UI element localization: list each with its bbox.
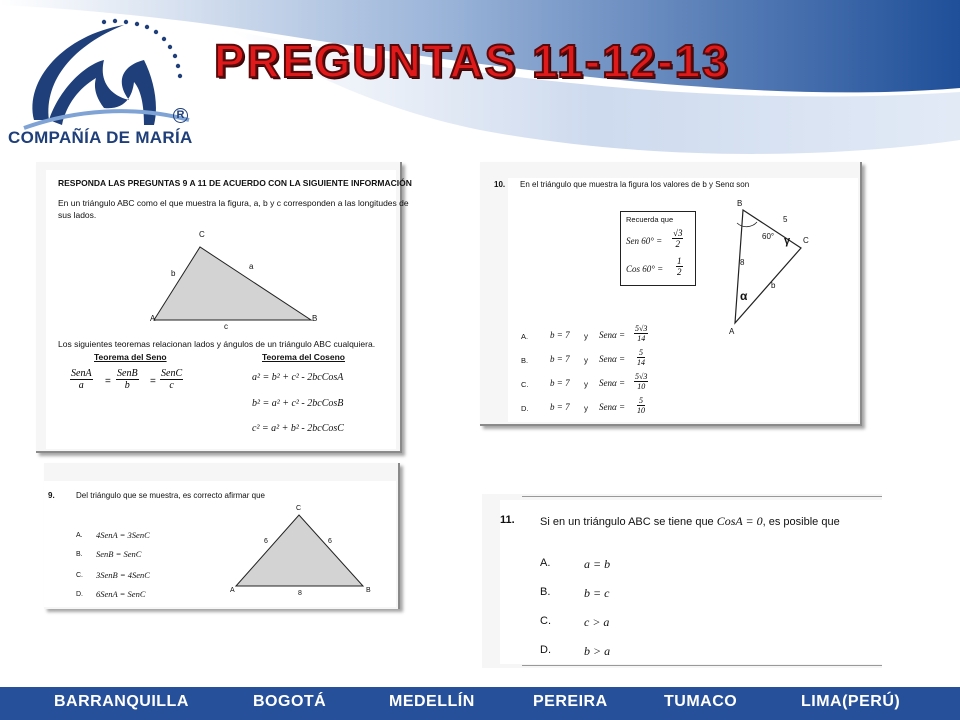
q9-option-a-text: 4SenA = 3SenC bbox=[96, 530, 150, 540]
q10-option-d-sen: Senα = bbox=[599, 402, 626, 412]
q9-option-c-letter[interactable]: C. bbox=[76, 572, 83, 579]
question-10-text: En el triángulo que muestra la figura los valores de b y Senα son bbox=[520, 180, 750, 189]
q10-option-d-letter[interactable]: D. bbox=[521, 404, 529, 413]
q10-option-c-fraction bbox=[634, 372, 648, 391]
q10-option-c-letter[interactable]: C. bbox=[521, 380, 529, 389]
footer-city-bogota: BOGOTÁ bbox=[253, 693, 327, 710]
fig9-vertex-b: B bbox=[366, 587, 371, 594]
triangle-abc-figure bbox=[136, 238, 336, 333]
fig9-side-base: 8 bbox=[298, 590, 302, 597]
sine-den-b: b bbox=[124, 380, 130, 391]
q11-top-rule bbox=[522, 496, 882, 497]
q10-option-b-den: 14 bbox=[637, 358, 645, 367]
fig10-gamma: γ bbox=[784, 235, 791, 247]
q10-option-a-fraction bbox=[634, 324, 648, 343]
question-9-number: 9. bbox=[48, 491, 55, 500]
side-a-label: a bbox=[249, 262, 254, 271]
question-11-panel bbox=[482, 494, 882, 668]
fig10-side-5: 5 bbox=[783, 215, 788, 224]
q10-option-b-letter[interactable]: B. bbox=[521, 356, 529, 365]
vertex-a-label: A bbox=[150, 314, 156, 323]
q10-option-a-letter[interactable]: A. bbox=[521, 332, 529, 341]
sine-eq-2: = bbox=[150, 376, 156, 387]
cosine-theorem-title: Teorema del Coseno bbox=[262, 352, 345, 362]
q9-option-c-text: 3SenB = 4SenC bbox=[96, 570, 150, 580]
sine-fraction-b bbox=[116, 368, 139, 391]
q9-option-d-letter[interactable]: D. bbox=[76, 591, 83, 598]
q10-option-c-num: 5√3 bbox=[635, 372, 648, 381]
q10-option-d-fraction bbox=[637, 396, 645, 415]
sine-num-b: SenB bbox=[117, 368, 138, 379]
q10-option-d-y: y bbox=[584, 404, 588, 413]
fig9-side-left: 6 bbox=[264, 538, 268, 545]
q10-option-b-y: y bbox=[584, 356, 588, 365]
q10-option-a-num: 5√3 bbox=[635, 324, 648, 333]
cos60-num: 1 bbox=[677, 256, 682, 266]
sine-num-a: SenA bbox=[71, 368, 92, 379]
fig10-vertex-c: C bbox=[803, 236, 809, 245]
q10-option-c-sen: Senα = bbox=[599, 378, 626, 388]
sen60-fraction bbox=[672, 228, 683, 249]
q10-option-b-sen: Senα = bbox=[599, 354, 626, 364]
info-heading: RESPONDA LAS PREGUNTAS 9 A 11 DE ACUERDO CON LA SIGUIENTE INFORMACIÓN bbox=[58, 178, 412, 188]
q11-question-pre: Si en un triángulo ABC se tiene que bbox=[540, 516, 714, 528]
cosine-law-c: c² = a² + b² - 2bcCosC bbox=[252, 423, 344, 434]
footer-city-pereira: PEREIRA bbox=[533, 693, 608, 710]
fig10-side-b: b bbox=[771, 281, 776, 290]
q11-option-d-letter[interactable]: D. bbox=[540, 644, 551, 656]
info-panel bbox=[36, 162, 412, 453]
sen60-label: Sen 60° = bbox=[626, 236, 663, 246]
cosine-law-a: a² = b² + c² - 2bcCosA bbox=[252, 372, 344, 383]
sine-den-c: c bbox=[169, 380, 174, 391]
sine-eq-1: = bbox=[105, 376, 111, 387]
question-9-panel bbox=[44, 463, 400, 609]
q11-option-d-text: b > a bbox=[584, 644, 611, 658]
footer-city-barranquilla: BARRANQUILLA bbox=[54, 693, 189, 710]
q11-option-a-text: a = b bbox=[584, 557, 611, 571]
fig10-vertex-b: B bbox=[737, 199, 743, 208]
q10-option-d-num: 5 bbox=[639, 396, 643, 405]
footer-city-tumaco: TUMACO bbox=[664, 693, 738, 710]
q10-option-a-b: b = 7 bbox=[550, 330, 570, 340]
registered-mark: R bbox=[173, 108, 188, 123]
q11-option-b-text: b = c bbox=[584, 586, 610, 600]
question-9-content bbox=[44, 481, 396, 607]
reminder-title: Recuerda que bbox=[626, 215, 674, 224]
q10-option-c-b: b = 7 bbox=[550, 378, 570, 388]
q9-option-a-letter[interactable]: A. bbox=[76, 532, 83, 539]
sen60-den: 2 bbox=[675, 239, 680, 249]
footer-city-medellin: MEDELLÍN bbox=[389, 693, 475, 710]
q10-option-d-den: 10 bbox=[637, 406, 645, 415]
theorems-intro: Los siguientes teoremas relacionan lados y ángulos de un triángulo ABC cualquiera. bbox=[58, 339, 376, 349]
cos60-label: Cos 60° = bbox=[626, 264, 664, 274]
footer-city-lima: LIMA(PERÚ) bbox=[801, 693, 901, 710]
q10-option-b-num: 5 bbox=[639, 348, 643, 357]
cos60-den: 2 bbox=[677, 267, 682, 277]
question-11-number: 11. bbox=[500, 514, 515, 526]
q9-option-d-text: 6SenA = SenC bbox=[96, 589, 146, 599]
cos60-fraction bbox=[676, 256, 683, 277]
question-11-text bbox=[540, 514, 840, 529]
fig10-angle-60: 60° bbox=[762, 232, 775, 241]
fig9-vertex-c: C bbox=[296, 505, 302, 512]
vertex-c-label: C bbox=[199, 230, 205, 239]
info-panel-content bbox=[46, 170, 412, 449]
sine-den-a: a bbox=[78, 380, 84, 391]
q10-option-d-b: b = 7 bbox=[550, 402, 570, 412]
q11-question-math: CosA = 0 bbox=[716, 514, 763, 528]
q10-option-c-den: 10 bbox=[637, 382, 646, 391]
question-9-text: Del triángulo que se muestra, es correcto afirmar que bbox=[76, 491, 265, 500]
sine-fraction-c bbox=[160, 368, 183, 391]
q9-option-b-letter[interactable]: B. bbox=[76, 551, 83, 558]
triangle-10-figure bbox=[723, 208, 823, 338]
question-11-content bbox=[500, 500, 882, 664]
triangle-9-figure bbox=[232, 511, 372, 591]
cosine-law-b: b² = a² + c² - 2bcCosB bbox=[252, 398, 344, 409]
sine-num-c: SenC bbox=[161, 368, 183, 379]
sen60-num: √3 bbox=[673, 228, 683, 238]
info-intro-line1: En un triángulo ABC como el que muestra la figura, a, b y c corresponden a las longitudes de bbox=[58, 198, 409, 208]
fig9-side-right: 6 bbox=[328, 538, 332, 545]
question-10-number: 10. bbox=[494, 180, 506, 189]
info-intro-line2: sus lados. bbox=[58, 210, 97, 220]
fig10-side-8: 8 bbox=[740, 258, 745, 267]
q11-option-b-letter[interactable]: B. bbox=[540, 586, 551, 598]
q11-option-c-letter[interactable]: C. bbox=[540, 615, 551, 627]
q10-option-b-fraction bbox=[637, 348, 645, 367]
q10-option-a-sen: Senα = bbox=[599, 330, 626, 340]
q11-option-a-letter[interactable]: A. bbox=[540, 557, 551, 569]
page-title: PREGUNTAS 11-12-13 bbox=[214, 35, 730, 87]
question-10-content bbox=[494, 178, 858, 422]
sine-fraction-a bbox=[70, 368, 93, 391]
question-10-panel bbox=[480, 162, 862, 426]
q9-option-b-text: SenB = SenC bbox=[96, 549, 142, 559]
q11-question-post: , es posible que bbox=[762, 516, 840, 528]
q10-option-a-den: 14 bbox=[637, 334, 646, 343]
vertex-b-label: B bbox=[312, 314, 318, 323]
fig10-vertex-a: A bbox=[729, 327, 735, 336]
side-c-label: c bbox=[224, 322, 228, 331]
reminder-box bbox=[620, 211, 696, 286]
fig10-alpha: α bbox=[740, 289, 748, 303]
logo-text: COMPAÑÍA DE MARÍA bbox=[8, 128, 193, 147]
sine-theorem-title: Teorema del Seno bbox=[94, 352, 167, 362]
side-b-label: b bbox=[171, 269, 176, 278]
q10-option-a-y: y bbox=[584, 332, 588, 341]
fig9-vertex-a: A bbox=[230, 587, 235, 594]
q11-option-c-text: c > a bbox=[584, 615, 610, 629]
q10-option-b-b: b = 7 bbox=[550, 354, 570, 364]
q11-bottom-rule bbox=[522, 665, 882, 666]
q10-option-c-y: y bbox=[584, 380, 588, 389]
